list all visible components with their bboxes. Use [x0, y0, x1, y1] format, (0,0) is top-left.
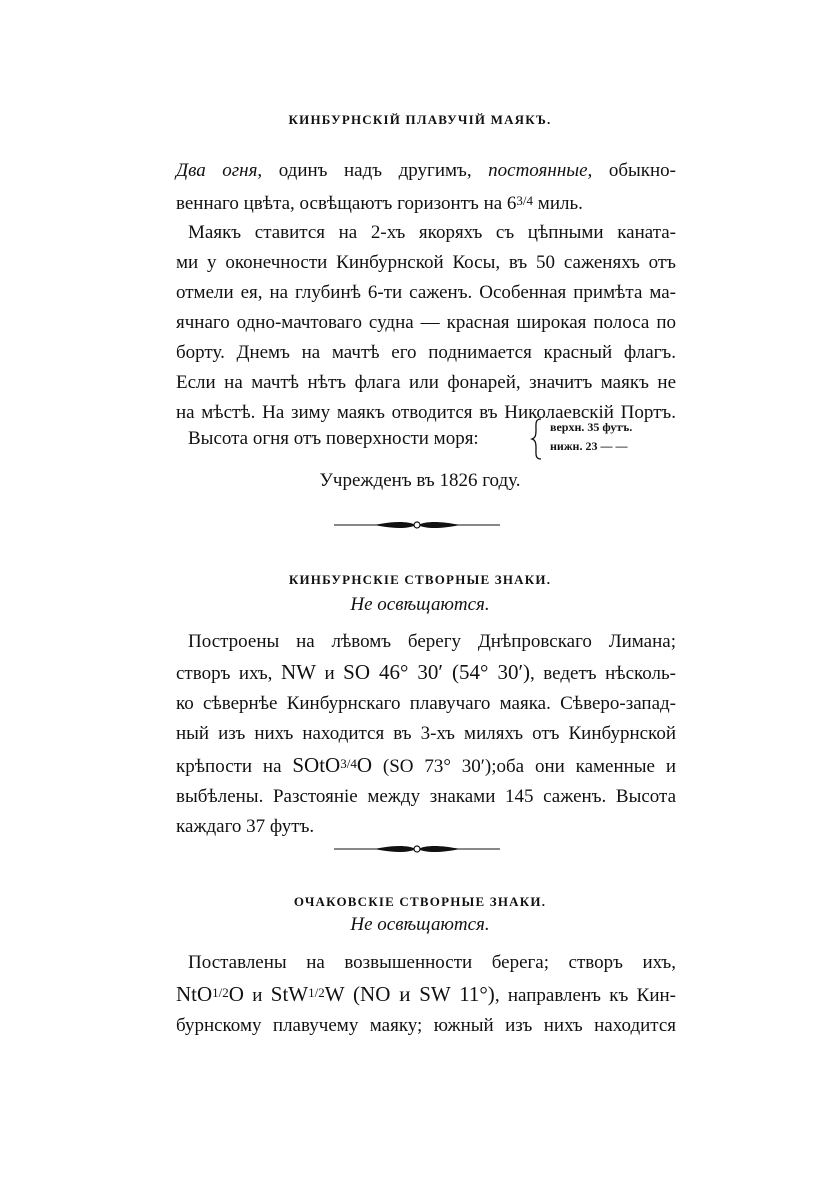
line: ный изъ нихъ находится въ 3-хъ миляхъ отъ Кинбурнской — [176, 723, 676, 744]
code-so: SO 46° 30′ (54° 30′) — [343, 660, 531, 684]
section-title: КИНБУРНСКІЙ ПЛАВУЧІЙ МАЯКЪ. — [288, 112, 552, 127]
line: отмели ея, на глубинѣ 6-ти саженъ. Особенная примѣта ма- — [176, 282, 676, 303]
code-stww: StW — [270, 982, 309, 1006]
fraction: 3/4 — [516, 193, 534, 208]
fraction: 1/2 — [212, 985, 229, 1000]
text: (SO 73° 30′);оба они каменные и — [372, 756, 676, 777]
code-ntoo: NtO — [176, 982, 213, 1006]
section-kinburn-floating-lighthouse — [0, 112, 840, 128]
line: ко сѣвернѣе Кинбурнскаго плавучаго маяка. Сѣверо-запад- — [176, 693, 676, 714]
section-title: ОЧАКОВСКІЕ СТВОРНЫЕ ЗНАКИ. — [293, 894, 547, 909]
section-ochakov-leading-marks — [0, 894, 840, 910]
ornament-divider-icon — [334, 843, 500, 855]
height-values — [550, 418, 632, 456]
line: Если на мачтѣ нѣтъ флага или фонарей, значитъ маякъ не — [176, 372, 676, 393]
text: , направленъ къ Кин- — [494, 985, 677, 1006]
paragraph-lights-line2 — [176, 186, 676, 219]
paragraph-lights — [176, 156, 676, 186]
code-o: O — [228, 982, 244, 1006]
section-subtitle — [0, 914, 840, 936]
text-constant: постоянные, — [488, 160, 593, 181]
line: на мѣстѣ. На зиму маякъ отводится въ Николаевскій Портъ. — [176, 402, 676, 423]
code-bearing: (NO и SW 11°) — [344, 982, 495, 1006]
code-nw: NW — [280, 660, 316, 684]
line: выбѣлены. Разстояніе между знаками 145 саженъ. Высота — [176, 786, 676, 807]
fraction: 3/4 — [340, 756, 357, 771]
height-lower: нижн. 23 — — — [550, 439, 628, 453]
text: и — [243, 985, 271, 1006]
paragraph-ochakov-marks — [176, 948, 676, 1041]
line: Маякъ ставится на 2-хъ якоряхъ съ цѣпными каната- — [188, 222, 676, 243]
text-lights: Два огня — [176, 160, 258, 181]
text: и — [315, 663, 344, 684]
established-line — [0, 470, 840, 492]
light-height-row — [188, 418, 668, 462]
line: бурнскому плавучему маяку; южный изъ нихъ находится — [176, 1015, 676, 1036]
text: , ведетъ нѣсколь- — [530, 663, 676, 684]
paragraph-kinburn-marks — [176, 627, 676, 842]
line: каждаго 37 футъ. — [176, 816, 315, 837]
code-w: W — [324, 982, 345, 1006]
text: обыкно- — [592, 160, 676, 181]
height-upper: верхн. 35 футъ. — [550, 420, 633, 434]
subtitle-text: Не освѣщаются. — [350, 594, 490, 615]
paragraph-placement — [176, 218, 676, 428]
ornament-divider-icon — [334, 519, 500, 531]
line: Поставлены на возвышенности берега; створъ ихъ, — [188, 952, 676, 973]
section-title: КИНБУРНСКІЕ СТВОРНЫЕ ЗНАКИ. — [288, 572, 552, 587]
section-subtitle — [0, 594, 840, 616]
established-text: Учрежденъ въ 1826 году. — [319, 470, 521, 491]
line: Построены на лѣвомъ берегу Днѣпровскаго Лимана; — [188, 631, 676, 652]
text: створъ ихъ, — [176, 663, 281, 684]
text: миль. — [533, 193, 583, 214]
height-label: Высота огня отъ поверхности моря: — [188, 428, 479, 449]
brace-icon — [530, 418, 544, 460]
subtitle-text: Не освѣщаются. — [350, 914, 490, 935]
code-o: O — [356, 753, 373, 777]
fraction: 1/2 — [308, 985, 325, 1000]
section-kinburn-leading-marks — [0, 572, 840, 588]
text: крѣпости на — [176, 756, 293, 777]
code-sotoo: SOtO — [292, 753, 341, 777]
line: ячнаго одно-мачтоваго судна — красная широкая полоса по — [176, 312, 676, 333]
line: ми у оконечности Кинбурнской Косы, въ 50 саженяхъ отъ — [176, 252, 676, 273]
line: борту. Днемъ на мачтѣ его поднимается красный флагъ. — [176, 342, 676, 363]
text: веннаго цвѣта, освѣщаютъ горизонтъ на 6 — [176, 193, 517, 214]
text: , одинъ надъ другимъ, — [257, 160, 489, 181]
